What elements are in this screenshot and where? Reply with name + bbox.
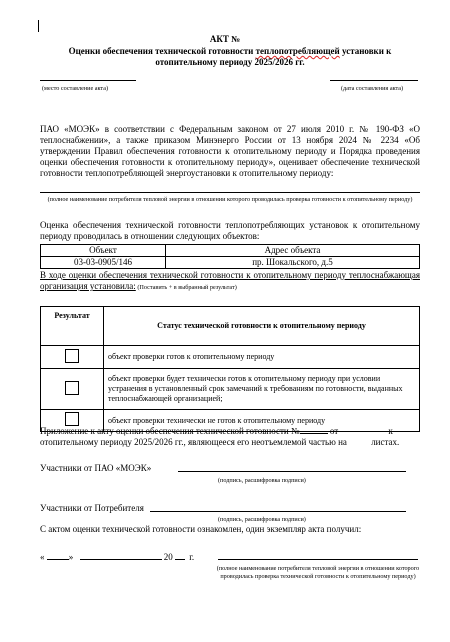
table-row: [41, 346, 420, 369]
consumer-name-field[interactable]: [40, 192, 420, 193]
appendix-line-2: отопительному периоду 2025/2026 гг., являющееся его неотъемлемой частью на листах.: [40, 437, 400, 447]
acknowledge-text: С актом оценки технической готовности ознакомлен, один экземпляр акта получил:: [40, 524, 362, 534]
consumer-caption: (полное наименование потребителя тепловой энергии в отношении которого проводилась проверка готовности к отопительному периоду): [47, 196, 413, 203]
place-field[interactable]: [40, 80, 136, 81]
signature-caption-moek: (подпись, расшифровка подписи): [218, 477, 306, 484]
text-cursor: [38, 20, 39, 32]
appendix-line-1: Приложение к акту оценки обеспечения технической готовности № от к: [40, 426, 393, 436]
bottom-caption: (полное наименование потребителя тепловой энергии в отношении которого проводилась проверка технической готовности к отопительному периоду): [216, 565, 420, 580]
status-table-header: [41, 307, 420, 346]
status-option-ready: объект проверки готов к отопительному периоду: [104, 346, 420, 369]
sign-year-field[interactable]: [175, 551, 185, 560]
participants-moek-signature-field[interactable]: [178, 471, 406, 472]
object-address-cell[interactable]: пр. Шокальского, д.5: [166, 257, 420, 269]
table-row: [41, 369, 420, 410]
participants-consumer-label: Участники от Потребителя: [40, 503, 144, 513]
sign-month-field[interactable]: [80, 551, 162, 560]
date-caption: (дата составления акта): [341, 85, 404, 92]
sign-day-field[interactable]: [47, 551, 69, 560]
appendix-number-field[interactable]: [300, 425, 328, 434]
intro-paragraph: ПАО «МОЭК» в соответствии с Федеральным законом от 27 июля 2010 г. № 190-ФЗ «О теплоснабжении», а также приказом Минэнерго России от 13 ноября 2024 № 2234 «Об утверждении Правил обеспечения готовности к отопительному периоду и Порядка проведения оценки обеспечения готовности к отопительному периоду», оценивает обеспечение технической готовности теплопотребляющей энергоустановки к отопительному периоду:: [40, 124, 420, 178]
act-subtitle: Оценки обеспечения технической готовности теплопотребляющей установки к отопительному периоду 2025/2026 гг.: [68, 46, 392, 67]
status-header-result: Результат: [41, 307, 104, 346]
status-table: [40, 306, 420, 432]
result-checkbox-conditional[interactable]: [65, 381, 79, 395]
objects-header-object: Объект: [41, 245, 166, 257]
object-code-cell[interactable]: 03-03-0905/146: [41, 257, 166, 269]
objects-table: [40, 244, 420, 269]
sign-date-row: « » 20 г.: [40, 552, 195, 562]
objects-intro: Оценка обеспечения технической готовности теплопотребляющих установок к отопительному периоду проводилась в отношении следующих объектов:: [40, 220, 420, 241]
table-row: [41, 257, 420, 269]
status-header-status: Статус технической готовности к отопительному периоду: [104, 307, 420, 346]
status-option-conditional: объект проверки будет технически готов к отопительному периоду при условии устранения в установленный срок замечаний к требованиям по готовности, выданных теплоснабжающей организацией;: [104, 369, 420, 410]
participants-moek-label: Участники от ПАО «МОЭК»: [40, 463, 152, 473]
result-checkbox-ready[interactable]: [65, 349, 79, 363]
signature-caption-consumer: (подпись, расшифровка подписи): [218, 516, 306, 523]
objects-table-header: [41, 245, 420, 257]
date-field[interactable]: [330, 80, 418, 81]
appendix-pages-field[interactable]: [347, 437, 369, 445]
objects-header-address: Адрес объекта: [166, 245, 420, 257]
result-intro: В ходе оценки обеспечения технической готовности к отопительному периоду теплоснабжающая организация установила: (Поставить + в выбранный результат): [40, 270, 420, 291]
act-title-text: АКТ №: [209, 34, 241, 44]
appendix-date-field[interactable]: [338, 426, 386, 434]
participants-consumer-signature-field[interactable]: [150, 511, 406, 512]
result-checkbox-not-ready[interactable]: [65, 412, 79, 426]
status-option-not-ready: объект проверки технически не готов к отопительному периоду: [104, 410, 420, 432]
place-caption: (место составление акта): [42, 85, 108, 92]
consumer-signature-field[interactable]: [218, 559, 418, 560]
act-title: [0, 34, 450, 45]
